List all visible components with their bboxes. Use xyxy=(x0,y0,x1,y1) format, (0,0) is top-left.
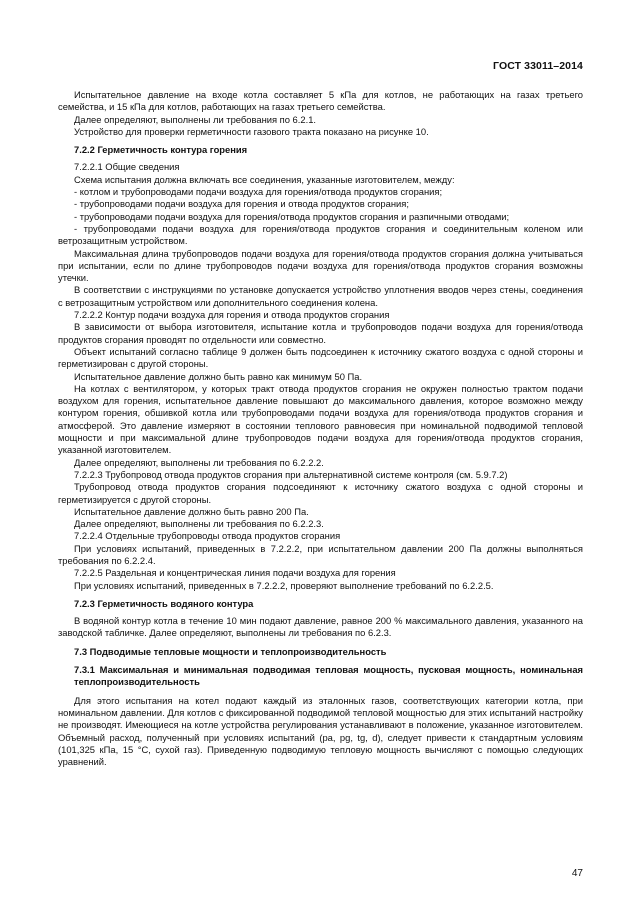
paragraph: - трубопроводами подачи воздуха для горения/отвода продуктов сгорания и соединительным коленом или ветрозащитным устройством. xyxy=(58,222,583,247)
paragraph: Далее определяют, выполнены ли требования по 6.2.2.2. xyxy=(74,456,324,468)
paragraph: - котлом и трубопроводами подачи воздуха для горения/отвода продуктов сгорания; xyxy=(74,186,443,198)
paragraph: Максимальная длина трубопроводов подачи воздуха для горения/отвода продуктов сгорания должна учитываться при испытании, если по длине трубопроводов подачи воздуха для горения/отвода продуктов сгорания возможны утечки. xyxy=(58,247,583,284)
paragraph: 7.2.2.2 Контур подачи воздуха для горения и отвода продуктов сгорания xyxy=(74,309,390,321)
standard-header: ГОСТ 33011–2014 xyxy=(493,60,583,72)
paragraph: При условиях испытаний, приведенных в 7.2.2.2, проверяют выполнение требований по 6.2.2.5. xyxy=(74,579,494,591)
paragraph: Устройство для проверки герметичности газового тракта показано на рисунке 10. xyxy=(74,125,429,137)
paragraph: Испытательное давление на входе котла составляет 5 кПа для котлов, не работающих на газах третьего семейства, и 15 кПа для котлов, работающих на газах третьего семейства. xyxy=(58,89,583,113)
paragraph: 7.2.2.4 Отдельные трубопроводы отвода продуктов сгорания xyxy=(74,530,341,542)
page-number: 47 xyxy=(571,868,583,879)
paragraph: - трубопроводами подачи воздуха для горения/отвода продуктов сгорания и разпичными отводами; xyxy=(74,210,510,222)
paragraph: Схема испытания должна включать все соединения, указанные изготовителем, между: xyxy=(74,173,455,185)
paragraph: При условиях испытаний, приведенных в 7.2.2.2, при испытательном давлении 200 Па должны выполняться требования по 6.2.2.4. xyxy=(58,542,583,566)
section-heading: 7.3.1 Максимальная и минимальная подводимая тепловая мощность, пусковая мощность, номинальная теплопроизводительность xyxy=(74,664,583,688)
section-heading: 7.2.3 Герметичность водяного контура xyxy=(74,597,254,609)
paragraph: Испытательное давление должно быть равно 200 Па. xyxy=(74,505,309,517)
section-heading: 7.3 Подводимые тепловые мощности и теплопроизводительность xyxy=(74,645,387,657)
paragraph: Трубопровод отвода продуктов сгорания подсоединяют к источнику сжатого воздуха с одной стороны и герметизируется с другой стороны. xyxy=(58,481,583,505)
paragraph: 7.2.2.3 Трубопровод отвода продуктов сгорания при альтернативной системе контроля (см. 5.9.7.2) xyxy=(74,468,508,480)
paragraph: Для этого испытания на котел подают каждый из эталонных газов, соответствующих категории котла, при номинальном давлении. Для котлов с фиксированной подводимой тепловой мощностью для этих испытаний настройку не производят. Имеющиеся на котле устройства регулирования устанавливают в положение, указанное изготовителем. Объемный расход, полученный при условиях испытаний (pa, pg, tg, d), следует привести к стандартным условиям (101,325 кПа, 15 °С, сухой газ). Приведенную подводимую тепловую мощность вычисляют с помощью следующих уравнений. xyxy=(58,694,583,768)
paragraph: Далее определяют, выполнены ли требования по 6.2.1. xyxy=(74,113,317,125)
paragraph: На котлах с вентилятором, у которых тракт отвода продуктов сгорания не окружен полностью трактом подачи воздухом для горения, испытательное давление повышают до максимального давления, которое возможно между контуром горения, обшивкой котла или трубопроводами подачи воздуха для горения/отвода продуктов сгорания и атмосферой. Это давление измеряют в состоянии теплового равновесия при номинальной подводимой тепловой мощности и при максимальной длине трубопроводов подачи воздуха для горения/отвода продуктов сгорания, указанной изготовителем. xyxy=(58,382,583,456)
section-heading: 7.2.2 Герметичность контура горения xyxy=(74,144,248,156)
paragraph: 7.2.2.1 Общие сведения xyxy=(74,161,180,173)
paragraph: В водяной контур котла в течение 10 мин подают давление, равное 200 % максимального давления, указанного на заводской табличке. Далее определяют, выполнены ли требования по 6.2.3. xyxy=(58,615,583,639)
paragraph: В соответствии с инструкциями по установке допускается устройство уплотнения вводов через стены, соединения с ветрозащитным устройством или дополнительного соединения колена. xyxy=(58,284,583,308)
paragraph: В зависимости от выбора изготовителя, испытание котла и трубопроводов подачи воздуха для горения/отвода продуктов сгорания проводят по отдельности или совместно. xyxy=(58,321,583,345)
document-body xyxy=(58,89,583,768)
paragraph: Объект испытаний согласно таблице 9 должен быть подсоединен к источнику сжатого воздуха с одной стороны и герметизирован с другой стороны. xyxy=(58,345,583,370)
paragraph: 7.2.2.5 Раздельная и концентрическая линия подачи воздуха для горения xyxy=(74,567,396,579)
paragraph: Испытательное давление должно быть равно как минимум 50 Па. xyxy=(74,370,363,382)
paragraph: Далее определяют, выполнены ли требования по 6.2.2.3. xyxy=(74,518,324,530)
paragraph: - трубопроводами подачи воздуха для горения и отвода продуктов сгорания; xyxy=(74,198,409,210)
